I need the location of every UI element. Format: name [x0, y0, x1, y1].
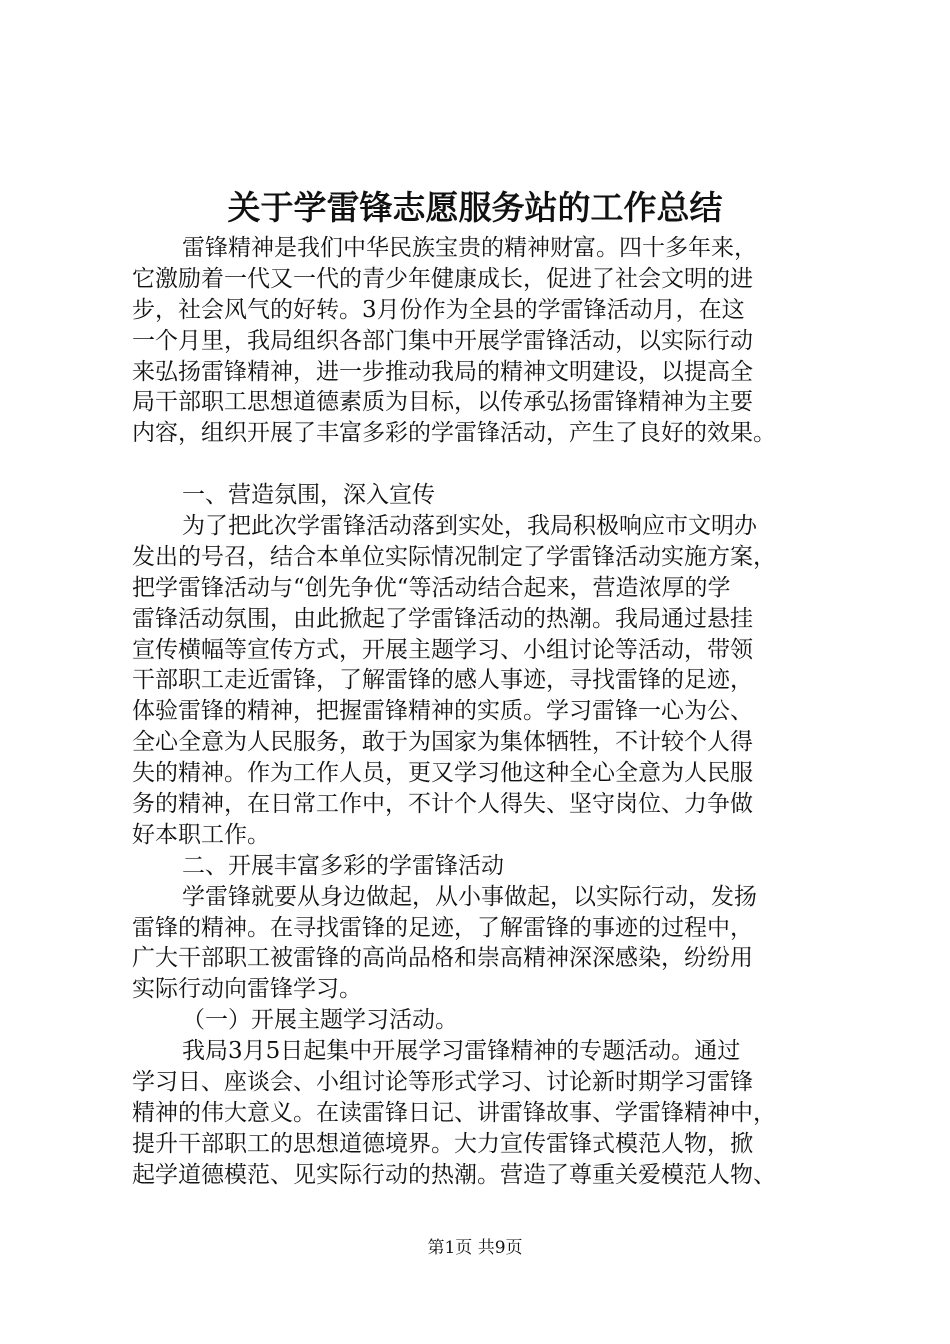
paragraph-line: 我局3月5日起集中开展学习雷锋精神的专题活动。通过 [182, 1038, 741, 1065]
paragraph-line: 广大干部职工被雷锋的高尚品格和崇高精神深深感染，纷纷用 [132, 945, 753, 972]
paragraph-line: 雷锋的精神。在寻找雷锋的足迹，了解雷锋的事迹的过程中， [132, 914, 753, 941]
document-title: 关于学雷锋志愿服务站的工作总结 [227, 188, 723, 227]
paragraph-line: 起学道德模范、见实际行动的热潮。营造了尊重关爱模范人物、 [132, 1161, 776, 1188]
paragraph-line: 宣传横幅等宣传方式，开展主题学习、小组讨论等活动，带领 [132, 636, 753, 663]
section-heading: 一、营造氛围，深入宣传 [182, 482, 435, 509]
document-body [132, 233, 832, 1191]
paragraph-line: 内容，组织开展了丰富多彩的学雷锋活动，产生了良好的效果。 [132, 420, 776, 447]
paragraph-line: 它激励着一代又一代的青少年健康成长，促进了社会文明的进 [132, 265, 753, 292]
paragraph-line: 局干部职工思想道德素质为目标，以传承弘扬雷锋精神为主要 [132, 389, 753, 416]
paragraph-line: 好本职工作。 [132, 821, 270, 848]
page-footer: 第1页 共9页 [427, 1238, 523, 1258]
paragraph-line: 雷锋精神是我们中华民族宝贵的精神财富。四十多年来， [182, 235, 757, 261]
paragraph-line: 学雷锋就要从身边做起，从小事做起，以实际行动，发扬 [182, 883, 757, 910]
section-heading: 二、开展丰富多彩的学雷锋活动 [182, 852, 504, 879]
paragraph-line: 务的精神，在日常工作中，不计个人得失、坚守岗位、力争做 [132, 791, 753, 818]
paragraph-line: 全心全意为人民服务，敢于为国家为集体牺牲，不计较个人得 [132, 729, 753, 756]
paragraph-line: 失的精神。作为工作人员，更又学习他这种全心全意为人民服 [132, 760, 753, 787]
paragraph-line: 为了把此次学雷锋活动落到实处，我局积极响应市文明办 [182, 513, 757, 540]
paragraph-line: 实际行动向雷锋学习。 [132, 976, 362, 1003]
paragraph-line: 体验雷锋的精神，把握雷锋精神的实质。学习雷锋一心为公、 [132, 698, 753, 725]
paragraph-line: 步，社会风气的好转。3月份作为全县的学雷锋活动月，在这 [132, 296, 745, 323]
paragraph-line: 来弘扬雷锋精神，进一步推动我局的精神文明建设，以提高全 [132, 358, 753, 385]
blank-line [132, 449, 832, 480]
paragraph-line: 把学雷锋活动与“创先争优“等活动结合起来，营造浓厚的学 [132, 574, 731, 601]
paragraph-line: 精神的伟大意义。在读雷锋日记、讲雷锋故事、学雷锋精神中， [132, 1099, 776, 1126]
paragraph-line: 发出的号召，结合本单位实际情况制定了学雷锋活动实施方案， [132, 543, 776, 570]
paragraph-line: 雷锋活动氛围，由此掀起了学雷锋活动的热潮。我局通过悬挂 [132, 605, 753, 632]
subsection-heading: （一）开展主题学习活动。 [182, 1007, 458, 1034]
paragraph-line: 干部职工走近雷锋，了解雷锋的感人事迹，寻找雷锋的足迹， [132, 667, 753, 694]
paragraph-line: 一个月里，我局组织各部门集中开展学雷锋活动，以实际行动 [132, 327, 753, 354]
paragraph-line: 提升干部职工的思想道德境界。大力宣传雷锋式模范人物，掀 [132, 1130, 753, 1157]
paragraph-line: 学习日、座谈会、小组讨论等形式学习、讨论新时期学习雷锋 [132, 1069, 753, 1096]
